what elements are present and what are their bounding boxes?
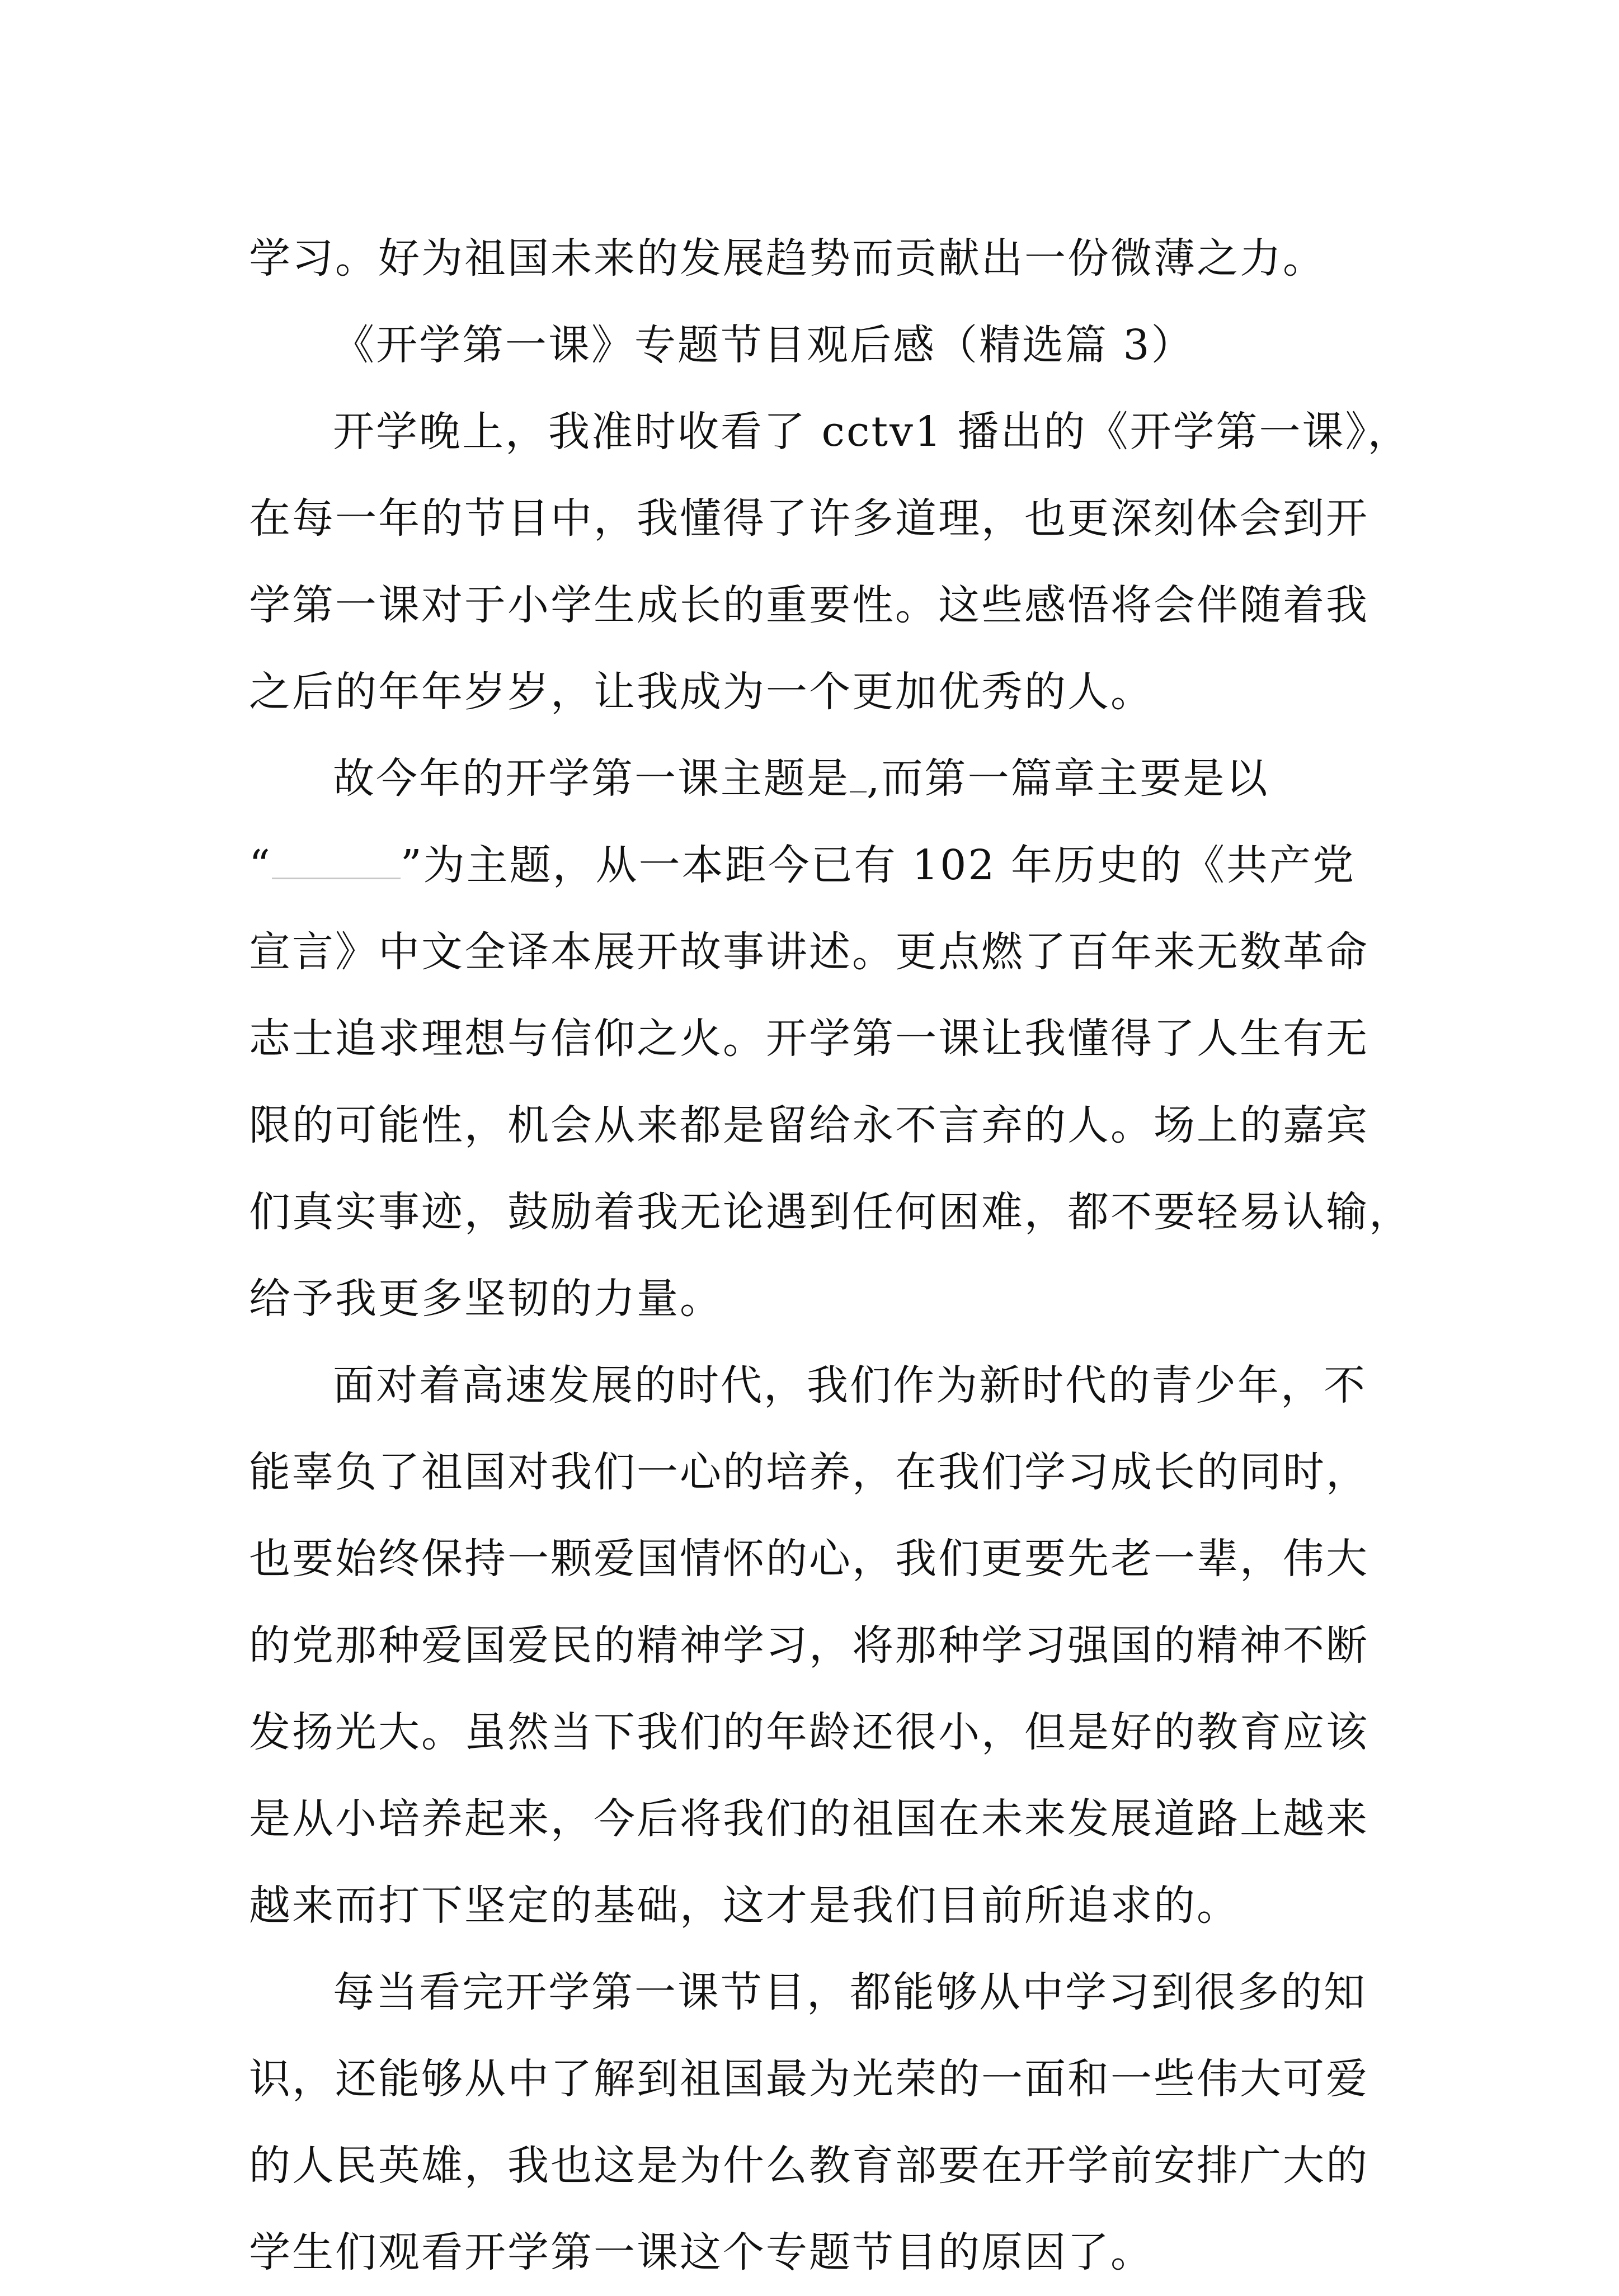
text-line: 在每一年的节目中，我懂得了许多道理，也更深刻体会到开 bbox=[249, 494, 1369, 543]
text-line: 学生们观看开学第一课这个专题节目的原因了。 bbox=[249, 2228, 1154, 2276]
text-line bbox=[249, 822, 1379, 909]
text-line: 发扬光大。虽然当下我们的年龄还很小，但是好的教育应该 bbox=[249, 1708, 1369, 1756]
paragraph-start: 面对着高速发展的时代，我们作为新时代的青少年，不 bbox=[333, 1361, 1367, 1409]
text-line: 学习。好为祖国未来的发展趋势而贡献出一份微薄之力。 bbox=[249, 234, 1326, 282]
section-title: 《开学第一课》专题节目观后感（精选篇 3） bbox=[333, 321, 1194, 369]
paragraph-start: 每当看完开学第一课节目，都能够从中学习到很多的知 bbox=[333, 1968, 1367, 2016]
text-fragment: ,而第一篇章主要是以 bbox=[867, 755, 1269, 803]
fill-in-blank bbox=[850, 758, 867, 793]
text-line: 志士追求理想与信仰之火。开学第一课让我懂得了人生有无 bbox=[249, 1015, 1369, 1063]
document-page bbox=[249, 215, 1412, 2296]
text-line: 学第一课对于小学生成长的重要性。这些感悟将会伴随着我 bbox=[249, 581, 1369, 629]
text-line: 是从小培养起来，今后将我们的祖国在未来发展道路上越来 bbox=[249, 1795, 1369, 1843]
text-fragment: ”为主题，从一本距今已有 102 年历史的《共产党 bbox=[400, 841, 1356, 889]
text-line: 限的可能性，机会从来都是留给永不言弃的人。场上的嘉宾 bbox=[249, 1101, 1369, 1149]
text-fragment: 故今年的开学第一课主题是 bbox=[333, 755, 850, 803]
paragraph-start: 开学晚上，我准时收看了 cctv1 播出的《开学第一课》， bbox=[333, 408, 1411, 456]
text-line: 给予我更多坚韧的力量。 bbox=[249, 1275, 723, 1323]
paragraph-start bbox=[249, 736, 1379, 822]
text-line: 也要始终保持一颗爱国情怀的心，我们更要先老一辈，伟大 bbox=[249, 1535, 1369, 1583]
text-line: 们真实事迹，鼓励着我无论遇到任何困难，都不要轻易认输， bbox=[249, 1188, 1412, 1236]
text-line: 能辜负了祖国对我们一心的培养，在我们学习成长的同时， bbox=[249, 1448, 1369, 1496]
text-line: 的人民英雄，我也这是为什么教育部要在开学前安排广大的 bbox=[249, 2142, 1369, 2190]
open-quote: “ bbox=[249, 841, 272, 889]
text-line: 的党那种爱国爱民的精神学习，将那种学习强国的精神不断 bbox=[249, 1621, 1369, 1670]
text-line: 越来而打下坚定的基础，这才是我们目前所追求的。 bbox=[249, 1882, 1240, 1930]
text-line: 识，还能够从中了解到祖国最为光荣的一面和一些伟大可爱 bbox=[249, 2055, 1369, 2103]
text-line: 之后的年年岁岁，让我成为一个更加优秀的人。 bbox=[249, 668, 1154, 716]
fill-in-blank bbox=[272, 845, 401, 879]
text-line: 宣言》中文全译本展开故事讲述。更点燃了百年来无数革命 bbox=[249, 928, 1369, 976]
